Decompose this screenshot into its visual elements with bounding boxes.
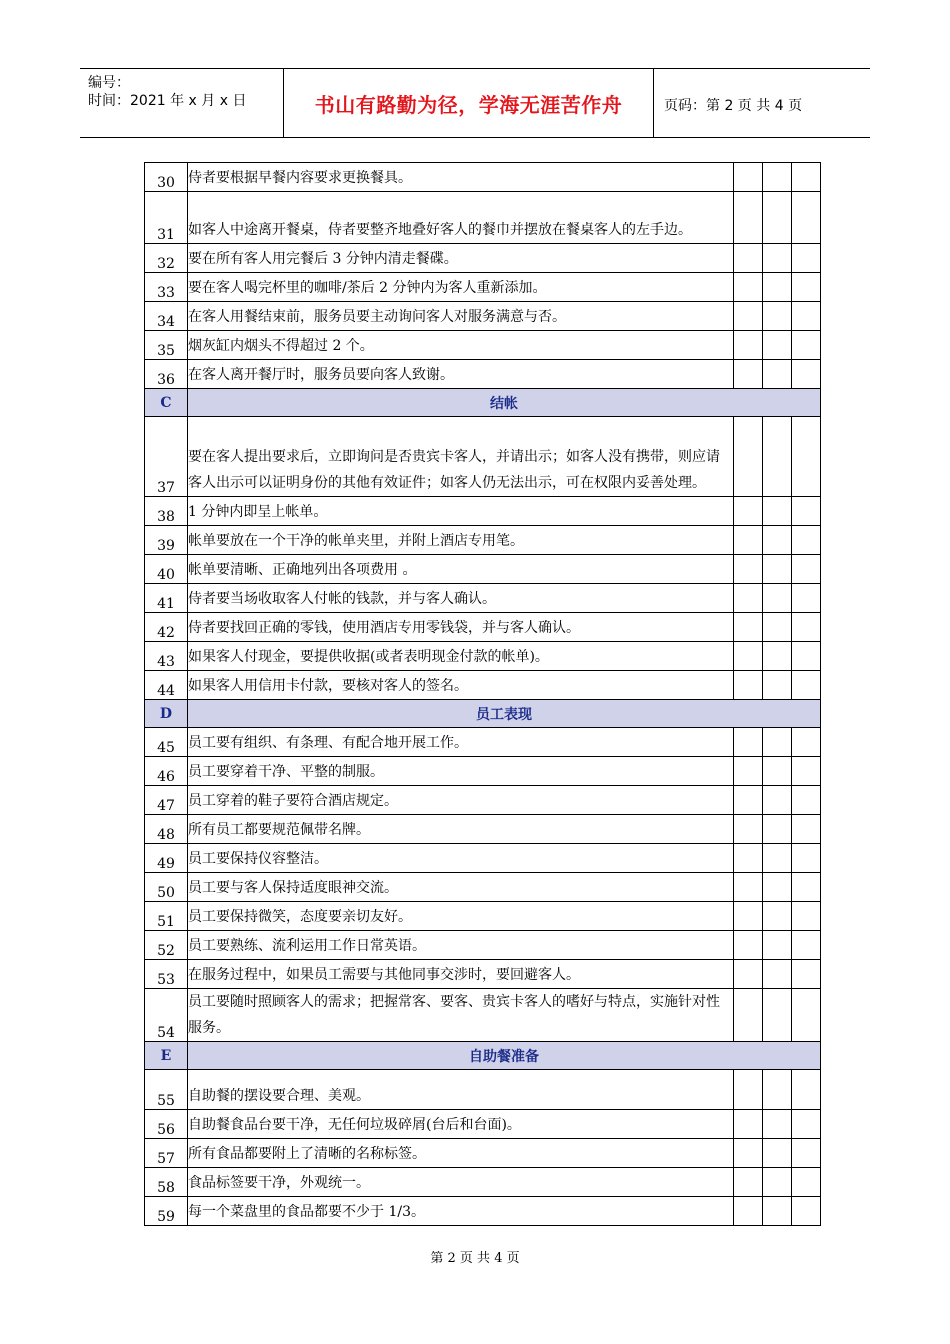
section-letter: D (145, 700, 188, 728)
checklist-row (145, 786, 821, 815)
item-number: 30 (145, 163, 188, 192)
checklist-row (145, 1139, 821, 1168)
checklist-row (145, 902, 821, 931)
check-cell[interactable] (734, 417, 763, 497)
check-cell[interactable] (763, 844, 792, 873)
item-number: 34 (145, 302, 188, 331)
item-number: 53 (145, 960, 188, 989)
checklist-row (145, 815, 821, 844)
item-text: 要在所有客人用完餐后 3 分钟内清走餐碟。 (188, 244, 734, 273)
checklist-row (145, 613, 821, 642)
check-cell[interactable] (792, 613, 821, 642)
check-cell[interactable] (763, 960, 792, 989)
checklist-row (145, 873, 821, 902)
check-cell[interactable] (763, 873, 792, 902)
check-cell[interactable] (734, 526, 763, 555)
item-text: 自助餐的摆设要合理、美观。 (188, 1070, 734, 1110)
item-number: 33 (145, 273, 188, 302)
item-text: 员工要穿着干净、平整的制服。 (188, 757, 734, 786)
check-cell[interactable] (792, 671, 821, 700)
item-text: 帐单要放在一个干净的帐单夹里，并附上酒店专用笔。 (188, 526, 734, 555)
check-cell[interactable] (734, 902, 763, 931)
checklist-row (145, 497, 821, 526)
item-number: 54 (145, 989, 188, 1042)
checklist-row (145, 931, 821, 960)
item-text: 1 分钟内即呈上帐单。 (188, 497, 734, 526)
item-text: 员工要随时照顾客人的需求；把握常客、要客、贵宾卡客人的嗜好与特点，实施针对性服务。 (188, 989, 734, 1042)
check-cell[interactable] (734, 163, 763, 192)
checklist-row (145, 526, 821, 555)
item-text: 所有食品都要附上了清晰的名称标签。 (188, 1139, 734, 1168)
page-footer: 第 2 页 共 4 页 (430, 1251, 520, 1266)
check-cell[interactable] (734, 613, 763, 642)
check-cell[interactable] (792, 1070, 821, 1110)
check-cell[interactable] (763, 273, 792, 302)
item-text: 员工要有组织、有条理、有配合地开展工作。 (188, 728, 734, 757)
checklist-table (144, 162, 821, 1226)
check-cell[interactable] (734, 1168, 763, 1197)
check-cell[interactable] (734, 989, 763, 1042)
checklist-row (145, 1110, 821, 1139)
check-cell[interactable] (763, 526, 792, 555)
check-cell[interactable] (734, 302, 763, 331)
check-cell[interactable] (792, 989, 821, 1042)
section-header-row (145, 700, 821, 728)
check-cell[interactable] (763, 1168, 792, 1197)
check-cell[interactable] (792, 244, 821, 273)
check-cell[interactable] (734, 642, 763, 671)
check-cell[interactable] (792, 192, 821, 244)
check-cell[interactable] (763, 1139, 792, 1168)
checklist-row (145, 1197, 821, 1226)
item-text: 所有员工都要规范佩带名牌。 (188, 815, 734, 844)
item-text: 员工要与客人保持适度眼神交流。 (188, 873, 734, 902)
checklist-row (145, 302, 821, 331)
item-number: 45 (145, 728, 188, 757)
check-cell[interactable] (763, 1110, 792, 1139)
checklist-row (145, 642, 821, 671)
check-cell[interactable] (763, 244, 792, 273)
section-title: 结帐 (188, 389, 821, 417)
item-text: 侍者要当场收取客人付帐的钱款，并与客人确认。 (188, 584, 734, 613)
checklist-row (145, 417, 821, 497)
item-text: 员工穿着的鞋子要符合酒店规定。 (188, 786, 734, 815)
item-number: 37 (145, 417, 188, 497)
check-cell[interactable] (792, 931, 821, 960)
checklist-row (145, 192, 821, 244)
item-text: 在客人用餐结束前，服务员要主动询问客人对服务满意与否。 (188, 302, 734, 331)
check-cell[interactable] (792, 302, 821, 331)
check-cell[interactable] (792, 1168, 821, 1197)
check-cell[interactable] (792, 555, 821, 584)
check-cell[interactable] (792, 1197, 821, 1226)
check-cell[interactable] (734, 1070, 763, 1110)
check-cell[interactable] (763, 642, 792, 671)
check-cell[interactable] (763, 671, 792, 700)
check-cell[interactable] (763, 757, 792, 786)
item-text: 员工要熟练、流利运用工作日常英语。 (188, 931, 734, 960)
check-cell[interactable] (734, 844, 763, 873)
item-number: 31 (145, 192, 188, 244)
header-motto: 书山有路勤为径，学海无涯苦作舟 (284, 69, 654, 137)
check-cell[interactable] (763, 728, 792, 757)
check-cell[interactable] (792, 873, 821, 902)
item-number: 43 (145, 642, 188, 671)
item-text: 帐单要清晰、正确地列出各项费用 。 (188, 555, 734, 584)
item-number: 57 (145, 1139, 188, 1168)
checklist-body (145, 163, 821, 1226)
item-number: 56 (145, 1110, 188, 1139)
checklist-row (145, 1070, 821, 1110)
checklist-row (145, 671, 821, 700)
check-cell[interactable] (734, 1197, 763, 1226)
check-cell[interactable] (734, 786, 763, 815)
checklist-row (145, 244, 821, 273)
check-cell[interactable] (792, 960, 821, 989)
checklist-row (145, 273, 821, 302)
item-text: 如果客人用信用卡付款，要核对客人的签名。 (188, 671, 734, 700)
section-header-row (145, 1042, 821, 1070)
item-text: 侍者要根据早餐内容要求更换餐具。 (188, 163, 734, 192)
check-cell[interactable] (734, 360, 763, 389)
checklist-row (145, 555, 821, 584)
check-cell[interactable] (792, 902, 821, 931)
check-cell[interactable] (763, 163, 792, 192)
item-text: 员工要保持仪容整洁。 (188, 844, 734, 873)
item-number: 47 (145, 786, 188, 815)
check-cell[interactable] (763, 1070, 792, 1110)
check-cell[interactable] (763, 815, 792, 844)
check-cell[interactable] (792, 642, 821, 671)
header-page-number: 页码：第 2 页 共 4 页 (664, 98, 803, 114)
item-text: 侍者要找回正确的零钱，使用酒店专用零钱袋，并与客人确认。 (188, 613, 734, 642)
check-cell[interactable] (792, 815, 821, 844)
checklist-row (145, 844, 821, 873)
check-cell[interactable] (734, 960, 763, 989)
check-cell[interactable] (763, 584, 792, 613)
header-info-cell (80, 69, 284, 137)
item-number: 39 (145, 526, 188, 555)
check-cell[interactable] (734, 931, 763, 960)
item-number: 44 (145, 671, 188, 700)
item-text: 在服务过程中，如果员工需要与其他同事交涉时，要回避客人。 (188, 960, 734, 989)
checklist-row (145, 757, 821, 786)
check-cell[interactable] (734, 757, 763, 786)
check-cell[interactable] (734, 1139, 763, 1168)
check-cell[interactable] (792, 584, 821, 613)
check-cell[interactable] (734, 671, 763, 700)
item-number: 55 (145, 1070, 188, 1110)
check-cell[interactable] (763, 497, 792, 526)
check-cell[interactable] (763, 360, 792, 389)
item-number: 41 (145, 584, 188, 613)
item-text: 烟灰缸内烟头不得超过 2 个。 (188, 331, 734, 360)
item-number: 40 (145, 555, 188, 584)
check-cell[interactable] (792, 1139, 821, 1168)
item-number: 58 (145, 1168, 188, 1197)
check-cell[interactable] (763, 989, 792, 1042)
checklist-row (145, 1168, 821, 1197)
check-cell[interactable] (763, 417, 792, 497)
item-number: 51 (145, 902, 188, 931)
item-text: 要在客人喝完杯里的咖啡/茶后 2 分钟内为客人重新添加。 (188, 273, 734, 302)
section-letter: E (145, 1042, 188, 1070)
check-cell[interactable] (734, 273, 763, 302)
checklist-row (145, 989, 821, 1042)
item-number: 36 (145, 360, 188, 389)
check-cell[interactable] (763, 613, 792, 642)
item-text: 自助餐食品台要干净，无任何垃圾碎屑(台后和台面)。 (188, 1110, 734, 1139)
check-cell[interactable] (763, 786, 792, 815)
check-cell[interactable] (792, 417, 821, 497)
check-cell[interactable] (763, 331, 792, 360)
item-text: 食品标签要干净，外观统一。 (188, 1168, 734, 1197)
item-number: 49 (145, 844, 188, 873)
item-text: 要在客人提出要求后，立即询问是否贵宾卡客人，并请出示；如客人没有携带，则应请客人出示可以证明身份的其他有效证件；如客人仍无法出示，可在权限内妥善处理。 (188, 417, 734, 497)
check-cell[interactable] (734, 555, 763, 584)
check-cell[interactable] (763, 1197, 792, 1226)
section-header-row (145, 389, 821, 417)
check-cell[interactable] (763, 192, 792, 244)
check-cell[interactable] (763, 555, 792, 584)
checklist-row (145, 331, 821, 360)
check-cell[interactable] (792, 728, 821, 757)
check-cell[interactable] (763, 902, 792, 931)
item-number: 42 (145, 613, 188, 642)
check-cell[interactable] (792, 786, 821, 815)
check-cell[interactable] (734, 728, 763, 757)
item-number: 38 (145, 497, 188, 526)
check-cell[interactable] (792, 844, 821, 873)
section-letter: C (145, 389, 188, 417)
item-number: 32 (145, 244, 188, 273)
check-cell[interactable] (734, 815, 763, 844)
checklist-row (145, 728, 821, 757)
item-number: 52 (145, 931, 188, 960)
check-cell[interactable] (734, 244, 763, 273)
document-number-label: 编号： (88, 75, 130, 91)
check-cell[interactable] (792, 273, 821, 302)
item-number: 50 (145, 873, 188, 902)
check-cell[interactable] (792, 526, 821, 555)
check-cell[interactable] (792, 757, 821, 786)
checklist-row (145, 960, 821, 989)
item-text: 每一个菜盘里的食品都要不少于 1/3。 (188, 1197, 734, 1226)
check-cell[interactable] (734, 584, 763, 613)
check-cell[interactable] (734, 192, 763, 244)
item-number: 35 (145, 331, 188, 360)
section-title: 自助餐准备 (188, 1042, 821, 1070)
check-cell[interactable] (734, 497, 763, 526)
item-text: 在客人离开餐厅时，服务员要向客人致谢。 (188, 360, 734, 389)
item-text: 如果客人付现金，要提供收据(或者表明现金付款的帐单)。 (188, 642, 734, 671)
checklist-row (145, 163, 821, 192)
page-header (80, 68, 870, 138)
item-number: 46 (145, 757, 188, 786)
checklist-row (145, 584, 821, 613)
check-cell[interactable] (792, 331, 821, 360)
check-cell[interactable] (734, 873, 763, 902)
document-date-label: 时间：2021 年 x 月 x 日 (88, 93, 247, 109)
item-text: 员工要保持微笑，态度要亲切友好。 (188, 902, 734, 931)
check-cell[interactable] (792, 497, 821, 526)
check-cell[interactable] (792, 163, 821, 192)
item-text: 如客人中途离开餐桌，侍者要整齐地叠好客人的餐巾并摆放在餐桌客人的左手边。 (188, 192, 734, 244)
check-cell[interactable] (734, 331, 763, 360)
check-cell[interactable] (792, 360, 821, 389)
check-cell[interactable] (734, 1110, 763, 1139)
item-number: 59 (145, 1197, 188, 1226)
check-cell[interactable] (763, 302, 792, 331)
item-number: 48 (145, 815, 188, 844)
check-cell[interactable] (763, 931, 792, 960)
check-cell[interactable] (792, 1110, 821, 1139)
section-title: 员工表现 (188, 700, 821, 728)
checklist-row (145, 360, 821, 389)
